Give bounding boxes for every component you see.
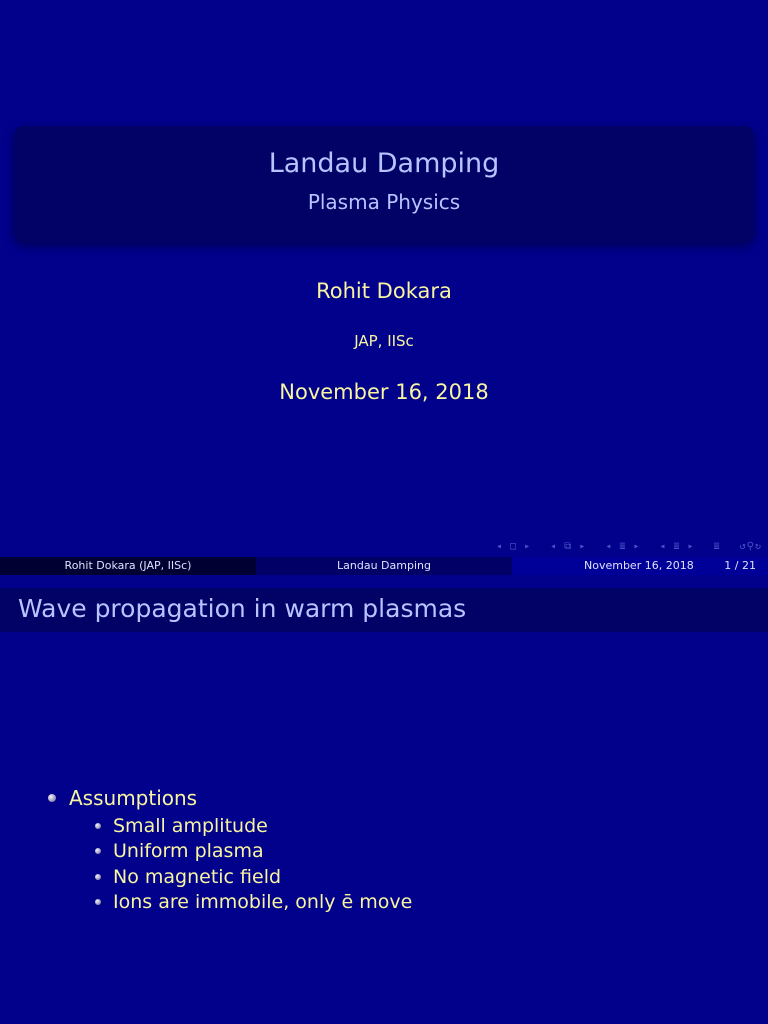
institute-name: JAP, IISc — [354, 332, 414, 350]
sub-list-item-label: Small amplitude — [113, 814, 268, 837]
sub-list-item — [95, 864, 412, 890]
bullet-icon — [95, 899, 101, 905]
nav-presentation-icon[interactable]: ◂ ≣ ▸ — [659, 540, 695, 552]
presentation-subtitle: Plasma Physics — [307, 190, 461, 214]
nav-section-icon[interactable]: ◂ ≣ ▸ — [605, 540, 641, 552]
footer-date-page — [512, 557, 768, 575]
sub-list-item-label: No magnetic field — [113, 865, 282, 888]
sub-list-item — [95, 839, 412, 865]
bullet-icon — [95, 874, 101, 880]
footer-date: November 16, 2018 — [584, 559, 694, 572]
footer-author: Rohit Dokara (JAP, IISc) — [0, 557, 256, 575]
frame-title-bar — [0, 588, 768, 632]
bullet-icon — [95, 823, 101, 829]
author-name: Rohit Dokara — [316, 279, 452, 303]
nav-frame-icon[interactable]: ◂ □ ▸ — [496, 540, 532, 552]
nav-search-icon[interactable]: ↺⚲↻ — [739, 540, 762, 552]
sub-list-item-label: Ions are immobile, only ē move — [113, 891, 413, 914]
bullet-icon — [48, 794, 56, 802]
sub-list-item — [95, 890, 412, 916]
nav-align-icon[interactable]: ≣ — [713, 540, 721, 552]
presentation-title: Landau Damping — [268, 148, 500, 179]
sub-list-item — [95, 813, 412, 839]
title-block — [14, 126, 754, 242]
bullet-icon — [95, 848, 101, 854]
navigation-bar — [496, 539, 762, 553]
footer-page-number: 1 / 21 — [724, 559, 756, 572]
bullet-list — [48, 786, 412, 915]
footline — [0, 557, 768, 575]
list-item-label: Assumptions — [69, 786, 198, 810]
content-slide — [0, 576, 768, 1024]
presentation-date: November 16, 2018 — [279, 380, 489, 404]
frame-title: Wave propagation in warm plasmas — [18, 594, 467, 623]
sub-list-item-label: Uniform plasma — [113, 840, 264, 863]
sub-bullet-list — [95, 813, 412, 915]
list-item — [48, 786, 412, 810]
footer-title: Landau Damping — [256, 557, 512, 575]
nav-subsection-icon[interactable]: ◂ ⧉ ▸ — [550, 540, 587, 552]
